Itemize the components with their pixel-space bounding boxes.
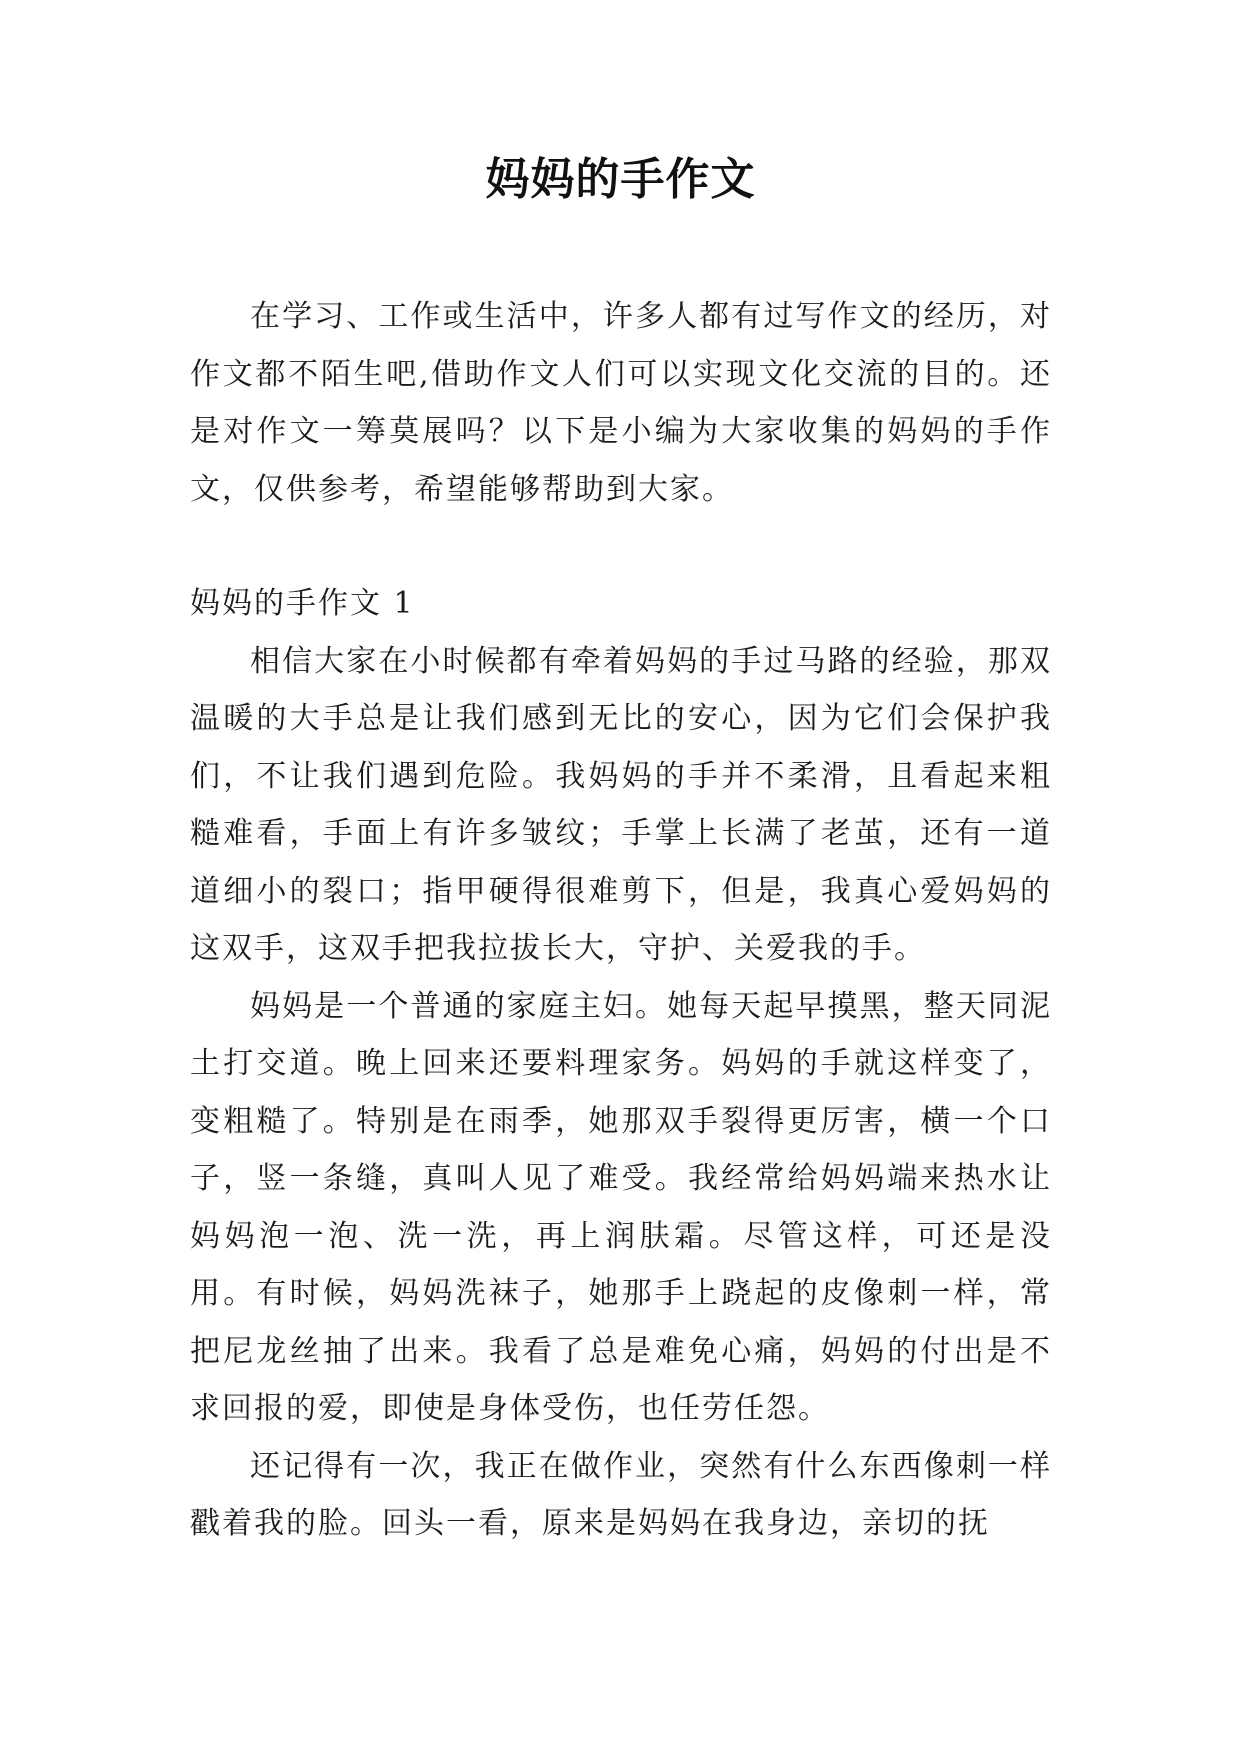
- body-paragraph-2: 妈妈是一个普通的家庭主妇。她每天起早摸黑，整天同泥土打交道。晚上回来还要料理家务。妈妈的手就这样变了，变粗糙了。特别是在雨季，她那双手裂得更厉害，横一个口子，竖一条缝，真叫人见了难受。我经常给妈妈端来热水让妈妈泡一泡、洗一洗，再上润肤霜。尽管这样，可还是没用。有时候，妈妈洗袜子，她那手上跷起的皮像刺一样，常把尼龙丝抽了出来。我看了总是难免心痛，妈妈的付出是不求回报的爱，即使是身体受伤，也任劳任怨。: [190, 988, 1052, 1426]
- document-title: 妈妈的手作文: [485, 154, 756, 205]
- intro-paragraph: 在学习、工作或生活中，许多人都有过写作文的经历，对作文都不陌生吧,借助作文人们可以实现文化交流的目的。还是对作文一筹莫展吗？以下是小编为大家收集的妈妈的手作文，仅供参考，希望能够帮助到大家。: [190, 299, 1052, 507]
- body-paragraph-1: 相信大家在小时候都有牵着妈妈的手过马路的经验，那双温暖的大手总是让我们感到无比的安心，因为它们会保护我们，不让我们遇到危险。我妈妈的手并不柔滑，且看起来粗糙难看，手面上有许多皱纹；手掌上长满了老茧，还有一道道细小的裂口；指甲硬得很难剪下，但是，我真心爱妈妈的这双手，这双手把我拉拔长大，守护、关爱我的手。: [190, 643, 1052, 966]
- section-heading: 妈妈的手作文 1: [190, 586, 415, 621]
- body-paragraph-3: 还记得有一次，我正在做作业，突然有什么东西像刺一样戳着我的脸。回头一看，原来是妈妈在我身边，亲切的抚: [190, 1448, 1052, 1541]
- document-body: [190, 288, 1052, 1553]
